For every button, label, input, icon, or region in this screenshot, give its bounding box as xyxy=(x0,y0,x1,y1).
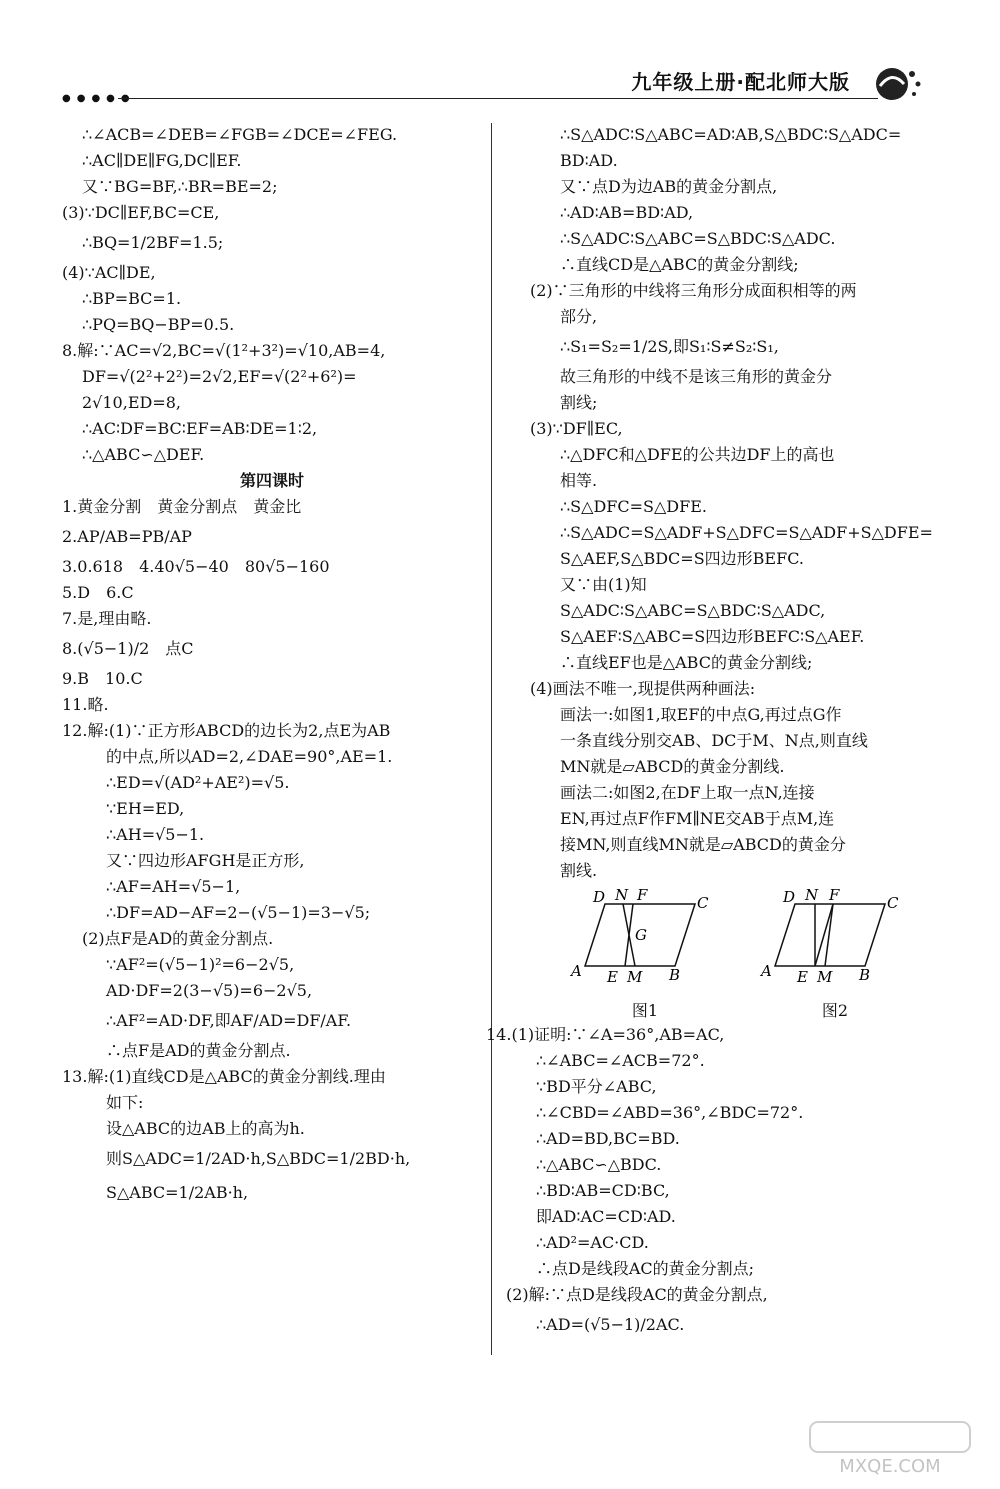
text-line: ∴直线EF也是△ABC的黄金分割线; xyxy=(560,653,813,672)
figure-2 xyxy=(755,884,915,1022)
text-line: S△AEF,S△BDC=S四边形BEFC. xyxy=(560,549,804,568)
text-line: 如下: xyxy=(106,1093,144,1112)
text-line: ∴S△ADC∶S△ABC=S△BDC∶S△ADC. xyxy=(560,229,836,248)
text-line: 画法一:如图1,取EF的中点G,再过点G作 xyxy=(560,705,842,724)
text-line: ∴AC∥DE∥FG,DC∥EF. xyxy=(82,151,242,170)
figure-1 xyxy=(565,884,725,1022)
text-line: 即AD∶AC=CD∶AD. xyxy=(536,1207,676,1226)
text-line: ∴AD=BD,BC=BD. xyxy=(536,1129,680,1148)
text-line: 12.解:(1)∵正方形ABCD的边长为2,点E为AB xyxy=(62,721,391,740)
text-line: ∴∠ACB=∠DEB=∠FGB=∠DCE=∠FEG. xyxy=(82,125,398,144)
text-line: ∴S△DFC=S△DFE. xyxy=(560,497,707,516)
text-line: 1.黄金分割 黄金分割点 黄金比 xyxy=(62,497,302,516)
fig2-label-C: C xyxy=(887,894,899,912)
header-rule xyxy=(118,98,878,99)
text-line: (3)∵DC∥EF,BC=CE, xyxy=(62,203,220,222)
text-line: 2√10,ED=8, xyxy=(82,393,181,412)
figure-2-diagram xyxy=(755,884,915,994)
fig1-label-G: G xyxy=(635,926,647,944)
text-line: ∴点D是线段AC的黄金分割点; xyxy=(536,1259,755,1278)
left-column xyxy=(62,122,482,1210)
text-line: 9.B 10.C xyxy=(62,669,143,688)
text-line: MN就是▱ABCD的黄金分割线. xyxy=(560,757,785,776)
text-line: ∵AF²=(√5−1)²=6−2√5, xyxy=(106,955,295,974)
text-line: (3)∵DF∥EC, xyxy=(530,419,623,438)
text-line: (2)∵三角形的中线将三角形分成面积相等的两 xyxy=(530,281,857,300)
text-line: ∴∠ABC=∠ACB=72°. xyxy=(536,1051,705,1070)
text-line: ∵BD平分∠ABC, xyxy=(536,1077,657,1096)
text-line: (4)画法不唯一,现提供两种画法: xyxy=(530,679,756,698)
text-line: (2)解:∵点D是线段AC的黄金分割点, xyxy=(506,1285,768,1304)
text-line: ∴PQ=BQ−BP=0.5. xyxy=(82,315,235,334)
text-line: 8.(√5−1)/2 点C xyxy=(62,639,194,658)
text-line: ∴DF=AD−AF=2−(√5−1)=3−√5; xyxy=(106,903,371,922)
text-line: ∴AD²=AC·CD. xyxy=(536,1233,649,1252)
fig2-label-F: F xyxy=(829,886,840,904)
text-line: 又∵四边形AFGH是正方形, xyxy=(106,851,305,870)
text-line: 割线. xyxy=(560,861,598,880)
text-line: 相等. xyxy=(560,471,598,490)
right-column xyxy=(486,122,933,1342)
text-line: 故三角形的中线不是该三角形的黄金分 xyxy=(560,367,833,386)
text-line: 又∵由(1)知 xyxy=(560,575,647,594)
text-line: 3.0.618 4.40√5−40 80√5−160 xyxy=(62,557,330,576)
text-line: ∴直线CD是△ABC的黄金分割线; xyxy=(560,255,799,274)
text-line: 的中点,所以AD=2,∠DAE=90°,AE=1. xyxy=(106,747,393,766)
text-line: 则S△ADC=1/2AD·h,S△BDC=1/2BD·h, xyxy=(106,1149,411,1168)
text-line: ∴BD∶AB=CD∶BC, xyxy=(536,1181,670,1200)
fig1-label-A: A xyxy=(571,962,582,980)
text-line: 5.D 6.C xyxy=(62,583,134,602)
fig2-label-D: D xyxy=(783,888,796,906)
text-line: ∴S△ADC=S△ADF+S△DFC=S△ADF+S△DFE= xyxy=(560,523,933,542)
fig2-label-N: N xyxy=(805,886,819,904)
header-logo-icon xyxy=(870,62,926,106)
text-line: 8.解:∵AC=√2,BC=√(1²+3²)=√10,AB=4, xyxy=(62,341,386,360)
text-line: ∴△DFC和△DFE的公共边DF上的高也 xyxy=(560,445,835,464)
fig1-label-B: B xyxy=(669,966,681,984)
text-line: (4)∵AC∥DE, xyxy=(62,263,156,282)
fig1-label-D: D xyxy=(593,888,606,906)
figure-2-caption: 图2 xyxy=(821,1001,849,1020)
text-line: ∴AD=(√5−1)/2AC. xyxy=(536,1315,685,1334)
text-line: ∴BQ=1/2BF=1.5; xyxy=(82,233,224,252)
text-line: S△ADC∶S△ABC=S△BDC∶S△ADC, xyxy=(560,601,826,620)
text-line: 7.是,理由略. xyxy=(62,609,152,628)
text-line: 14.(1)证明:∵∠A=36°,AB=AC, xyxy=(486,1025,725,1044)
figure-1-caption: 图1 xyxy=(631,1001,659,1020)
fig1-label-C: C xyxy=(697,894,709,912)
text-line: S△AEF∶S△ABC=S四边形BEFC∶S△AEF. xyxy=(560,627,865,646)
text-line: ∴AH=√5−1. xyxy=(106,825,205,844)
fig2-label-B: B xyxy=(859,966,871,984)
text-line: ∴BP=BC=1. xyxy=(82,289,182,308)
text-line: 13.解:(1)直线CD是△ABC的黄金分割线.理由 xyxy=(62,1067,386,1086)
fig2-label-E: E xyxy=(797,968,808,986)
text-line: 又∵BG=BF,∴BR=BE=2; xyxy=(82,177,278,196)
figure-1-diagram xyxy=(565,884,725,994)
text-line: ∴点F是AD的黄金分割点. xyxy=(106,1041,291,1060)
text-line: 11.略. xyxy=(62,695,109,714)
fig2-label-M: M xyxy=(817,968,833,986)
text-line: 设△ABC的边AB上的高为h. xyxy=(106,1119,305,1138)
text-line: ∴AF=AH=√5−1, xyxy=(106,877,241,896)
text-line: 又∵点D为边AB的黄金分割点, xyxy=(560,177,778,196)
text-line: ∴△ABC∽△DEF. xyxy=(82,445,205,464)
text-line: AD·DF=2(3−√5)=6−2√5, xyxy=(106,981,313,1000)
text-line: S△ABC=1/2AB·h, xyxy=(106,1183,249,1202)
text-line: EN,再过点F作FM∥NE交AB于点M,连 xyxy=(560,809,835,828)
page-header-title: 九年级上册·配北师大版 xyxy=(631,70,850,94)
text-line: ∴ED=√(AD²+AE²)=√5. xyxy=(106,773,290,792)
text-line: 割线; xyxy=(560,393,598,412)
text-line: BD∶AD. xyxy=(560,151,618,170)
fig1-label-N: N xyxy=(615,886,629,904)
fig1-label-M: M xyxy=(627,968,643,986)
text-line: (2)点F是AD的黄金分割点. xyxy=(82,929,274,948)
text-line: ∴△ABC∽△BDC. xyxy=(536,1155,662,1174)
watermark-text: MXQE.COM xyxy=(839,1456,941,1477)
watermark-logo xyxy=(800,1420,980,1480)
text-line: 接MN,则直线MN就是▱ABCD的黄金分 xyxy=(560,835,846,854)
text-line: ∴S₁=S₂=1/2S,即S₁∶S≠S₂∶S₁, xyxy=(560,337,779,356)
text-line: ∴AD∶AB=BD∶AD, xyxy=(560,203,694,222)
text-line: 部分, xyxy=(560,307,598,326)
text-line: ∴AC∶DF=BC∶EF=AB∶DE=1∶2, xyxy=(82,419,318,438)
figure-row xyxy=(510,884,930,1022)
fig2-label-A: A xyxy=(761,962,772,980)
text-line: ∵EH=ED, xyxy=(106,799,185,818)
text-line: ∴∠CBD=∠ABD=36°,∠BDC=72°. xyxy=(536,1103,804,1122)
fig1-label-F: F xyxy=(637,886,648,904)
text-line: 一条直线分别交AB、DC于M、N点,则直线 xyxy=(560,731,868,750)
text-line: DF=√(2²+2²)=2√2,EF=√(2²+6²)= xyxy=(82,367,357,386)
fig1-label-E: E xyxy=(607,968,618,986)
text-line: 2.AP/AB=PB/AP xyxy=(62,527,192,546)
text-line: ∴S△ADC∶S△ABC=AD∶AB,S△BDC∶S△ADC= xyxy=(560,125,902,144)
text-line: ∴AF²=AD·DF,即AF/AD=DF/AF. xyxy=(106,1011,352,1030)
header-dots: ●●●●● xyxy=(62,93,136,104)
text-line: 第四课时 xyxy=(239,471,304,490)
text-line: 画法二:如图2,在DF上取一点N,连接 xyxy=(560,783,815,802)
